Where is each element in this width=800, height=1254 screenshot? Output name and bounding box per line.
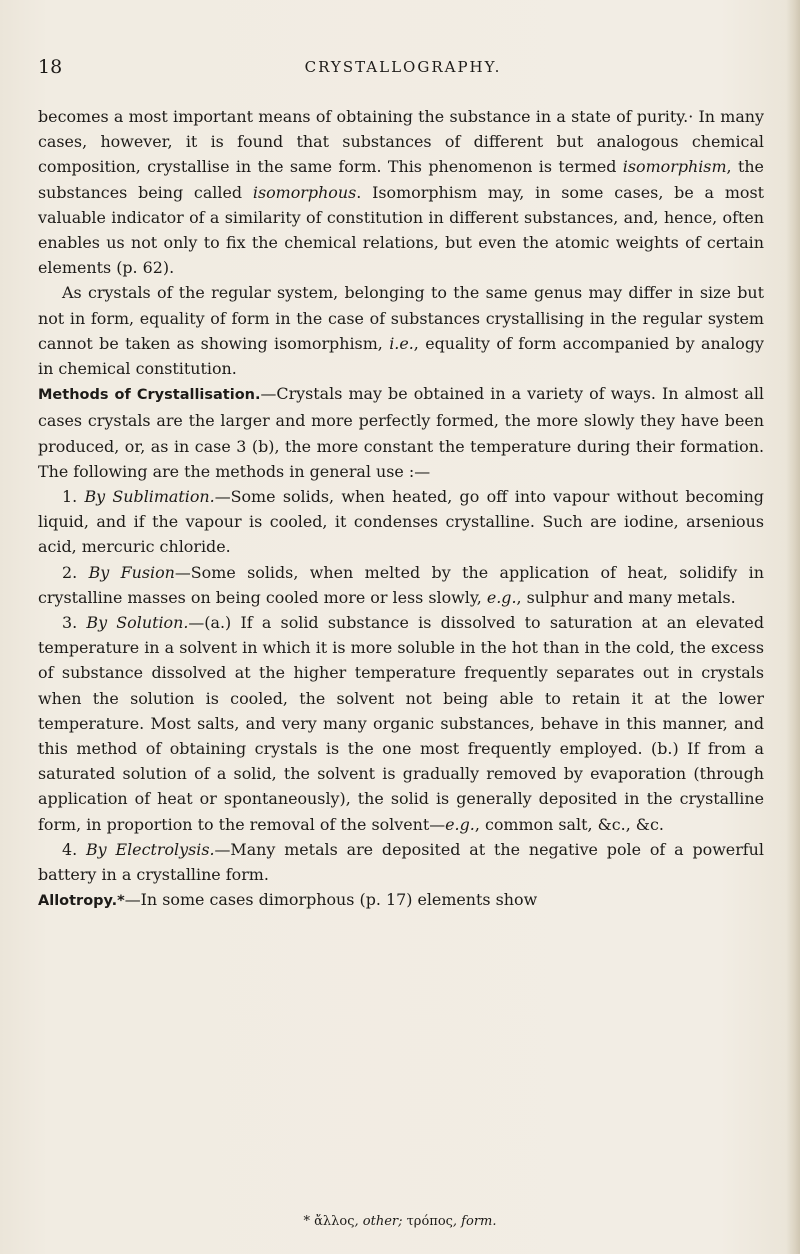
- paragraph-purity: becomes a most important means of obtaining the substance in a state of purity.· In many cases, however, it is found that substances of different but analogous chemical composition, crystallise in the same form. This phenomenon is termed isomorphism, the substances being called isomorphous. Isomorphism may, in some cases, be a most valuable indicator of a similarity of constitution in different substances, and, hence, often enables us not only to fix the chemical relations, but even the atomic weights of certain elements (p. 62).: [38, 107, 764, 278]
- method-solution: 3. By Solution.—(a.) If a solid substance is dissolved to saturation at an elevated temperature in a solvent in which it is more soluble in the hot than in the cold, the excess of substance dissolved at the higher temperature frequently separates out in crystals when the solution is cooled, the solvent not being able to retain it at the lower temperature. Most salts, and very many organic substances, behave in this manner, and this method of obtaining crystals is the one most frequently employed. (b.) If from a saturated solution of a solid, the solvent is gradually removed by evaporation (through application of heat or spontaneously), the solid is generally deposited in the crystalline form, in proportion to the removal of the solvent—e.g., common salt, &c., &c.: [38, 613, 764, 834]
- running-head: CRYSTALLOGRAPHY.: [304, 58, 502, 76]
- greek-word-tropos: τρόπος: [406, 1214, 453, 1229]
- footnote: * ἄλλος, other; τρόπος, form.: [303, 1214, 497, 1229]
- page-header: [38, 56, 768, 86]
- paragraph-allotropy: Allotropy.*—In some cases dimorphous (p. 17) elements show: [38, 890, 538, 910]
- body-text: [38, 104, 764, 915]
- term-isomorphism: isomorphism: [622, 157, 727, 177]
- method-electrolysis: 4. By Electrolysis.—Many metals are deposited at the negative pole of a powerful battery in a crystalline form.: [38, 839, 764, 885]
- term-isomorphous: isomorphous: [252, 182, 357, 202]
- paragraph-regular-system: As crystals of the regular system, belonging to the same genus may differ in size but not in form, equality of form in the case of substances crystallising in the regular system cannot be taken as showing isomorphism, i.e., equality of form accompanied by analogy in chemical constitution.: [38, 283, 764, 379]
- page-edge-shadow: [786, 0, 800, 1254]
- method-fusion: 2. By Fusion—Some solids, when melted by the application of heat, solidify in crystalline masses on being cooled more or less slowly, e.g., sulphur and many metals.: [38, 562, 764, 607]
- greek-word-allos: ἄλλος: [314, 1214, 355, 1229]
- method-sublimation: 1. By Sublimation.—Some solids, when heated, go off into vapour without becoming liquid, and if the vapour is cooled, it condenses crystalline. Such are iodine, arsenious acid, mercuric chloride.: [38, 487, 764, 557]
- page-number: 18: [38, 56, 63, 78]
- paragraph-methods: Methods of Crystallisation.—Crystals may be obtained in a variety of ways. In almost all cases crystals are the larger and more perfectly formed, the more slowly they have been produced, or, as in case 3 (b), the more constant the temperature during their formation. The following are the methods in general use :—: [38, 384, 765, 481]
- section-heading-methods: Methods of Crystallisation.: [38, 387, 261, 404]
- section-heading-allotropy: Allotropy.*: [38, 893, 125, 910]
